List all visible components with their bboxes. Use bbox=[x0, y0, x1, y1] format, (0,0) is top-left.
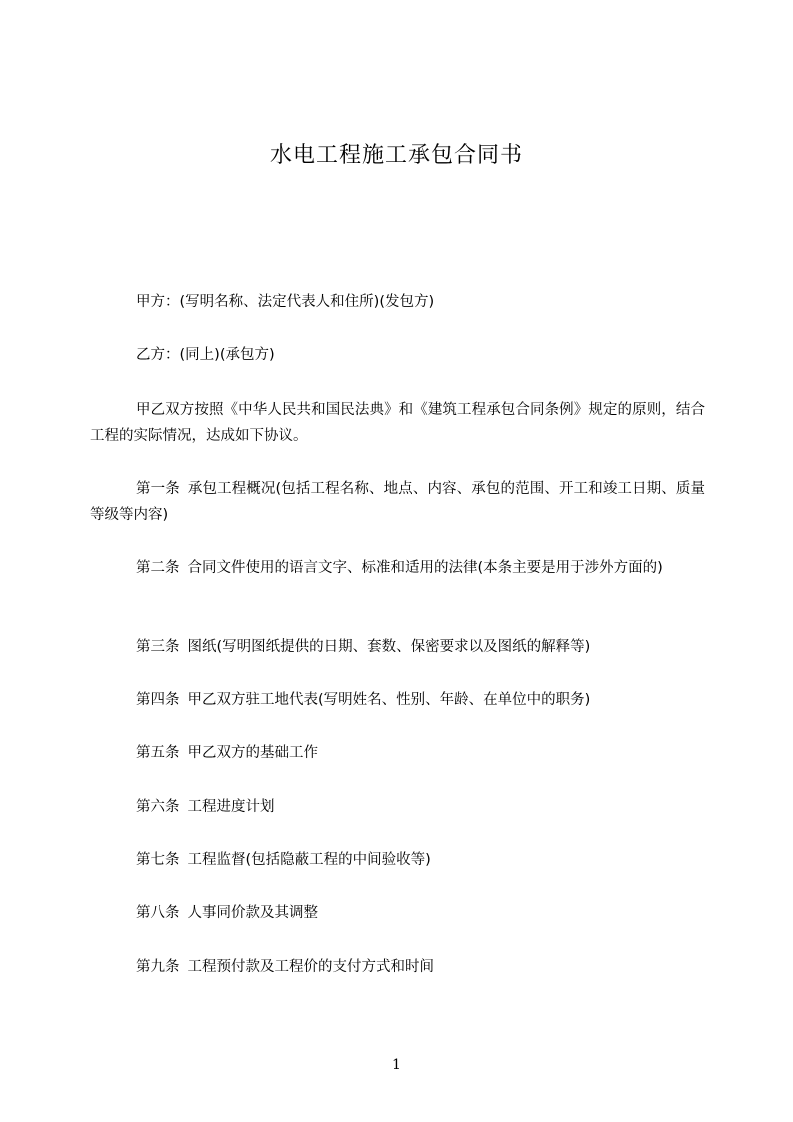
article-number: 第五条 bbox=[136, 745, 180, 761]
article-text: 人事同价款及其调整 bbox=[187, 905, 318, 921]
article-number: 第四条 bbox=[136, 692, 180, 708]
article-number: 第三条 bbox=[136, 639, 180, 655]
article-text: 图纸(写明图纸提供的日期、套数、保密要求以及图纸的解释等) bbox=[187, 639, 591, 655]
article-text: 合同文件使用的语言文字、标准和适用的法律(本条主要是用于涉外方面的) bbox=[187, 560, 663, 576]
article-5 bbox=[90, 740, 705, 766]
party-b-line: 乙方：(同上)(承包方) bbox=[136, 347, 275, 363]
article-number: 第六条 bbox=[136, 799, 180, 815]
party-a-line: 甲方：(写明名称、法定代表人和住所)(发包方) bbox=[136, 294, 435, 310]
page-number: 1 bbox=[392, 1057, 401, 1073]
article-number: 第九条 bbox=[136, 959, 180, 975]
article-8 bbox=[90, 900, 705, 926]
article-number: 第二条 bbox=[136, 560, 180, 576]
article-2 bbox=[90, 555, 705, 581]
article-1 bbox=[90, 476, 705, 528]
article-text: 工程预付款及工程价的支付方式和时间 bbox=[187, 959, 434, 975]
article-9 bbox=[90, 954, 705, 980]
article-text: 甲乙双方驻工地代表(写明姓名、性别、年龄、在单位中的职务) bbox=[187, 692, 591, 708]
article-number: 第七条 bbox=[136, 852, 180, 868]
article-4 bbox=[90, 687, 705, 713]
article-number: 第一条 bbox=[136, 481, 180, 497]
article-7 bbox=[90, 847, 705, 873]
article-6 bbox=[90, 794, 705, 820]
article-text: 甲乙双方的基础工作 bbox=[187, 745, 318, 761]
article-3 bbox=[90, 634, 705, 660]
article-text: 工程监督(包括隐蔽工程的中间验收等) bbox=[187, 852, 431, 868]
article-number: 第八条 bbox=[136, 905, 180, 921]
document-title: 水电工程施工承包合同书 bbox=[269, 143, 523, 168]
article-text: 承包工程概况(包括工程名称、地点、内容、承包的范围、开工和竣工日期、质量等级等内容) bbox=[90, 481, 705, 523]
preamble-paragraph: 甲乙双方按照《中华人民共和国民法典》和《建筑工程承包合同条例》规定的原则，结合工程的实际情况，达成如下协议。 bbox=[90, 402, 705, 444]
article-text: 工程进度计划 bbox=[187, 799, 275, 815]
